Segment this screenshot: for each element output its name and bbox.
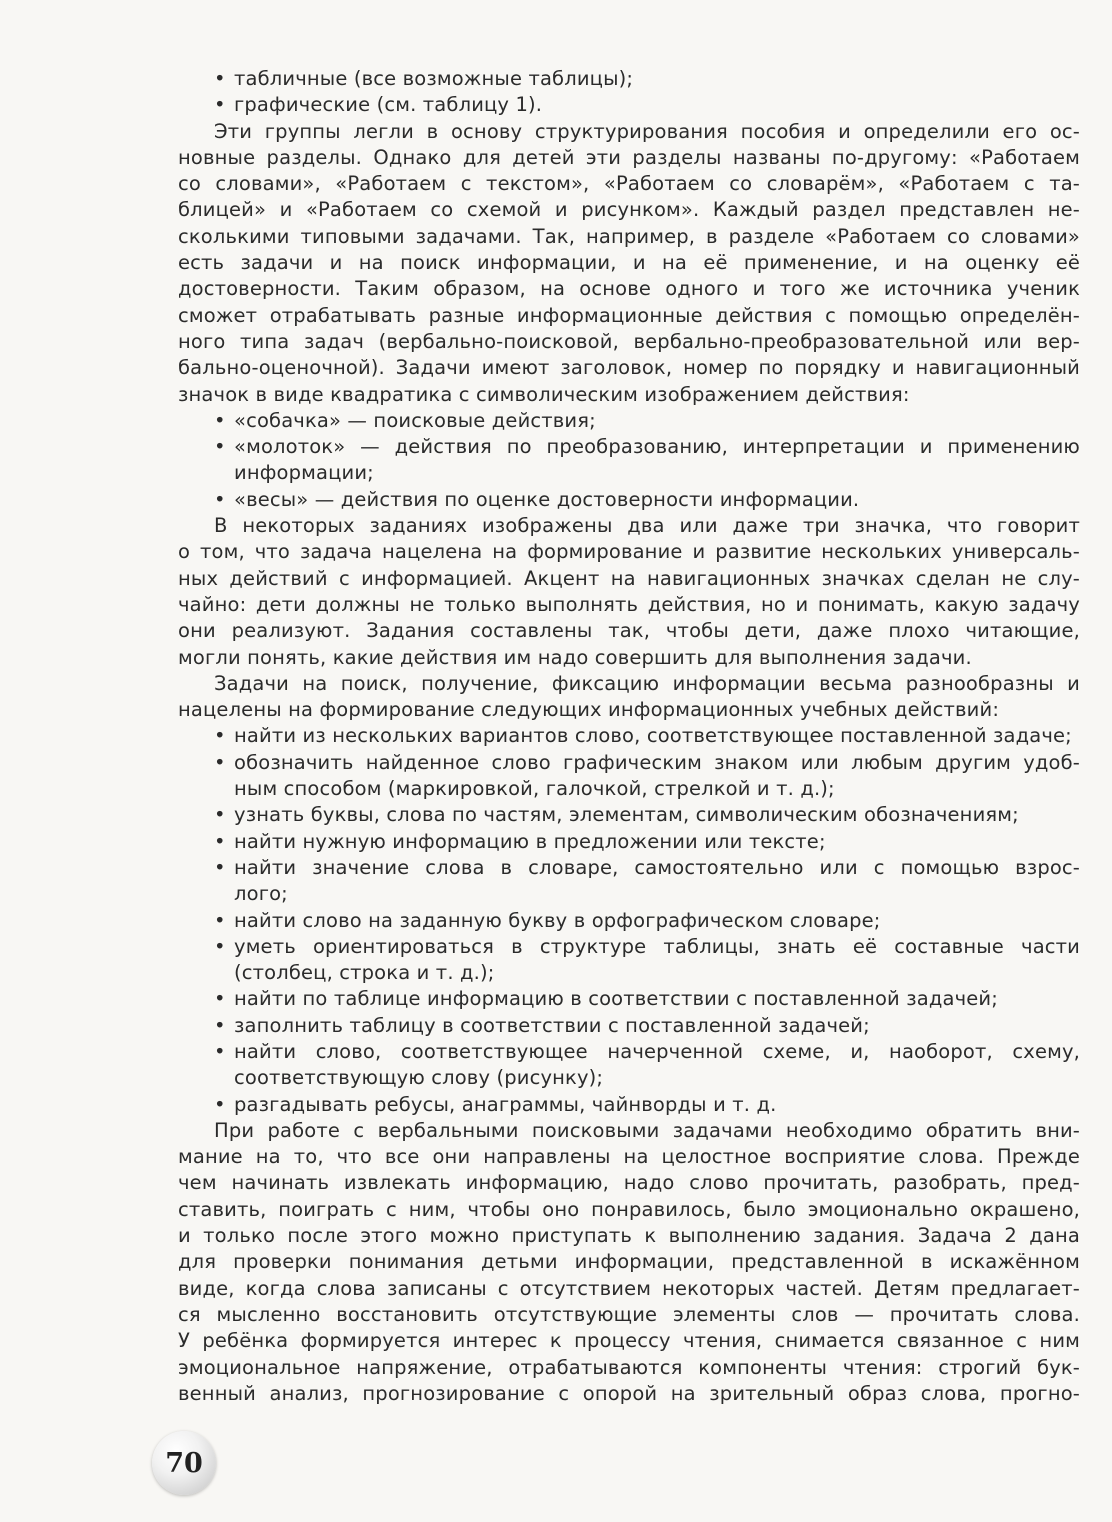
- bullet-icon: •: [214, 487, 226, 511]
- paragraph-line: сколькими типовыми задачами. Так, например, в разделе «Работаем со словами»: [178, 224, 1080, 248]
- page-number: 70: [152, 1431, 216, 1495]
- paragraph-line: сможет отрабатывать разные информационные действия с помощью определён-: [178, 303, 1080, 327]
- paragraph-line: бально-оценочной). Задачи имеют заголовок, номер по порядку и навигационный: [178, 356, 1080, 380]
- bullet-item-line: [178, 487, 1080, 513]
- bullet-icon: •: [214, 829, 226, 853]
- bullet-item-line: [178, 802, 1080, 828]
- bullet-icon: •: [214, 934, 226, 958]
- paragraph-line: новные разделы. Однако для детей эти разделы названы по-другому: «Работаем: [178, 145, 1080, 169]
- paragraph-last-line: могли понять, какие действия им надо совершить для выполнения задачи.: [178, 645, 972, 669]
- bullet-continuation-line: (столбец, строка и т. д.);: [234, 961, 495, 985]
- paragraph-line: блицей» и «Работаем со схемой и рисунком». Каждый раздел представлен не-: [178, 198, 1080, 222]
- paragraph-line: венный анализ, прогнозирование с опорой на зрительный образ слова, прогно-: [178, 1381, 1080, 1405]
- bullet-item-line: [178, 92, 1080, 118]
- bullet-icon: •: [214, 1092, 226, 1116]
- paragraph-line: виде, когда слова записаны с отсутствием некоторых частей. Детям предлагает-: [178, 1276, 1080, 1300]
- paragraph-line: ставить, поиграть с ним, чтобы оно понравилось, было эмоционально окрашено,: [178, 1197, 1080, 1221]
- bullet-item-line: [178, 986, 1080, 1012]
- bullet-item-line: [178, 434, 1080, 460]
- bullet-text: «весы» — действия по оценке достоверности информации.: [234, 487, 860, 511]
- paragraph-line: ных действий с информацией. Акцент на навигационных значках сделан не слу-: [178, 566, 1080, 590]
- bullet-item-line: [178, 1013, 1080, 1039]
- bullet-item-line: [178, 1092, 1080, 1118]
- bullet-continuation-line: соответствующую слову (рисунку);: [234, 1066, 604, 1090]
- bullet-text: найти слово, соответствующее начерченной схеме, и, наоборот, схему,: [234, 1039, 1080, 1063]
- paragraph-line: ся мысленно восстановить отсутствующие элементы слов — прочитать слова.: [178, 1302, 1080, 1326]
- bullet-icon: •: [214, 908, 226, 932]
- paragraph-first-line: Эти группы легли в основу структурирования пособия и определили его ос-: [214, 119, 1080, 143]
- bullet-item-line: [178, 855, 1080, 881]
- bullet-text: табличные (все возможные таблицы);: [234, 67, 634, 90]
- bullet-text: заполнить таблицу в соответствии с поставленной задачей;: [234, 1013, 870, 1037]
- bullet-item-line: [178, 66, 1080, 92]
- bullet-continuation-line: ным способом (маркировкой, галочкой, стрелкой и т. д.);: [234, 777, 835, 801]
- paragraph-line: они реализуют. Задания составлены так, чтобы дети, даже плохо читающие,: [178, 619, 1080, 643]
- paragraph-line: чем начинать извлекать информацию, надо слово прочитать, разобрать, пред-: [178, 1171, 1080, 1195]
- paragraph-last-line: значок в виде квадратика с символическим изображением действия:: [178, 382, 910, 406]
- paragraph-first-line: Задачи на поиск, получение, фиксацию информации весьма разнообразны и: [214, 671, 1080, 695]
- bullet-icon: •: [214, 93, 226, 117]
- bullet-continuation-line: информации;: [234, 461, 374, 485]
- bullet-continuation-line: лого;: [234, 882, 288, 906]
- paragraph-line: У ребёнка формируется интерес к процессу чтения, снимается связанное с ним: [178, 1329, 1080, 1353]
- paragraph-line: ного типа задач (вербально-поисковой, вербально-преобразовательной или вер-: [178, 329, 1080, 353]
- bullet-text: найти по таблице информацию в соответствии с поставленной задачей;: [234, 987, 998, 1011]
- bullet-text: найти нужную информацию в предложении или тексте;: [234, 829, 826, 853]
- bullet-text: «собачка» — поисковые действия;: [234, 408, 596, 432]
- bullet-item-line: [178, 829, 1080, 855]
- bullet-icon: •: [214, 67, 226, 90]
- paragraph-line: и только после этого можно приступать к выполнению задания. Задача 2 дана: [178, 1224, 1080, 1248]
- bullet-text: разгадывать ребусы, анаграммы, чайнворды и т. д.: [234, 1092, 777, 1116]
- paragraph-line: для проверки понимания детьми информации, представленной в искажённом: [178, 1250, 1080, 1274]
- bullet-icon: •: [214, 408, 226, 432]
- bullet-item-line: [178, 750, 1080, 776]
- paragraph-line: достоверности. Таким образом, на основе одного и того же источника ученик: [178, 277, 1080, 301]
- bullet-item-line: [178, 408, 1080, 434]
- bullet-text: графические (см. таблицу 1).: [234, 93, 543, 117]
- paragraph-line: мание на то, что все они направлены на целостное восприятие слова. Прежде: [178, 1145, 1080, 1169]
- bullet-text: уметь ориентироваться в структуре таблицы, знать её составные части: [234, 934, 1080, 958]
- body-text: [178, 66, 1080, 1407]
- bullet-text: найти слово на заданную букву в орфографическом словаре;: [234, 908, 881, 932]
- paragraph-line: со словами», «Работаем с текстом», «Работаем со словарём», «Работаем с та-: [178, 172, 1080, 196]
- paragraph-first-line: В некоторых заданиях изображены два или даже три значка, что говорит: [214, 514, 1080, 538]
- paragraph-last-line: нацелены на формирование следующих информационных учебных действий:: [178, 698, 1000, 722]
- bullet-icon: •: [214, 1013, 226, 1037]
- bullet-text: обозначить найденное слово графическим знаком или любым другим удоб-: [234, 750, 1080, 774]
- bullet-text: «молоток» — действия по преобразованию, интерпретации и применению: [234, 435, 1080, 459]
- paragraph-line: о том, что задача нацелена на формирование и развитие нескольких универсаль-: [178, 540, 1080, 564]
- bullet-text: найти значение слова в словаре, самостоятельно или с помощью взрос-: [234, 855, 1080, 879]
- bullet-text: найти из нескольких вариантов слово, соответствующее поставленной задаче;: [234, 724, 1072, 748]
- bullet-text: узнать буквы, слова по частям, элементам, символическим обозначениям;: [234, 803, 1019, 827]
- paragraph-line: есть задачи и на поиск информации, и на её применение, и на оценку её: [178, 251, 1080, 275]
- bullet-icon: •: [214, 855, 226, 879]
- bullet-icon: •: [214, 1039, 226, 1063]
- bullet-icon: •: [214, 803, 226, 827]
- bullet-item-line: [178, 908, 1080, 934]
- bullet-item-line: [178, 1039, 1080, 1065]
- bullet-item-line: [178, 723, 1080, 749]
- paragraph-line: чайно: дети должны не только выполнять действия, но и понимать, какую задачу: [178, 592, 1080, 616]
- bullet-item-line: [178, 934, 1080, 960]
- bullet-icon: •: [214, 435, 226, 459]
- bullet-icon: •: [214, 724, 226, 748]
- bullet-icon: •: [214, 750, 226, 774]
- bullet-icon: •: [214, 987, 226, 1011]
- paragraph-line: эмоциональное напряжение, отрабатываются компоненты чтения: строгий бук-: [178, 1355, 1080, 1379]
- paragraph-first-line: При работе с вербальными поисковыми задачами необходимо обратить вни-: [214, 1118, 1080, 1142]
